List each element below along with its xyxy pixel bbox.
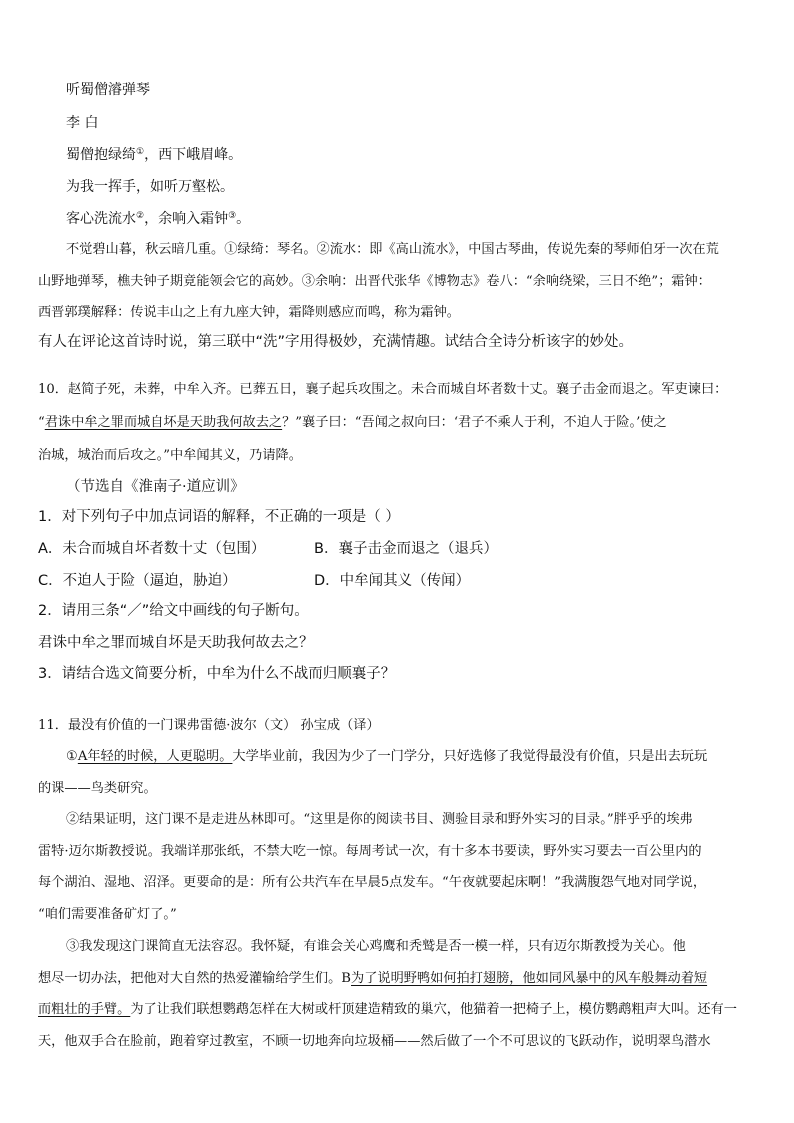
notes-line-3: 西晋郭璞解释：传说丰山之上有九座大钟，霜降则感应而鸣，称为霜钟。 [38,305,460,320]
q11-p2-line-1: ②结果证明，这门课不是走进丛林即可。“这里是你的阅读书目、测验目录和野外实习的目录。”胖乎乎的埃弗 [66,812,693,827]
q10-option-b: B．襄子击金而退之（退兵） [314,541,498,557]
q11-p1-line-1 [66,747,707,767]
poem-line-3-rest: ，余响入霜钟 [144,211,229,227]
poem-line-4-notes: 不觉碧山暮，秋云暗几重。①绿绮：琴名。②流水：即《高山流水》，中国古琴曲，传说先秦的琴师伯牙一次在荒 [66,242,719,257]
notes-line-2: 山野地弹琴，樵夫钟子期竟能领会它的高妙。③余响：出晋代张华《博物志》卷八：“余响绕梁，三日不绝”；霜钟： [38,274,711,289]
q11-p3-line-3 [38,1000,737,1020]
q10-sub1: 1．对下列句子中加点词语的解释，不正确的一项是（ ） [38,509,400,525]
note-marker-1: ① [136,147,145,157]
q11-p1-marker: ① [66,749,78,764]
q10-line-3: 治城，城治而后攻之。”中牟闻其义，乃请降。 [38,448,302,463]
q11-heading: 11．最没有价值的一门课弗雷德·波尔（文） 孙宝成（译） [38,718,380,733]
q10-line-2-rest: ？”襄子曰：“吾闻之叔向曰：‘君子不乘人于利，不迫人于险。’使之 [282,415,667,430]
q11-p1-line-2: 的课——鸟类研究。 [38,781,157,796]
poem-line-3-rest2: 。 [236,211,251,227]
q11-p2-line-3: 每个湖泊、湿地、沼泽。更要命的是：所有公共汽车在早晨5点发车。“午夜就要起床啊！”我满腹怨气地对同学说， [38,875,707,890]
q10-line-2 [38,413,667,433]
poem-line-1-text: 蜀僧抱绿绮 [66,147,136,163]
note-marker-2: ② [136,211,145,221]
poem-line-1-rest: ，西下峨眉峰。 [144,147,243,163]
q10-source: （节选自《淮南子·道应训》 [66,479,245,495]
q10-underlined-sentence: 君诛中牟之罪而城自坏是天助我何故去之 [44,415,283,430]
q10-sub2: 2．请用三条“／”给文中画线的句子断句。 [38,603,309,619]
poem-title: 听蜀僧濬弹琴 [66,82,150,98]
q11-p2-line-4: “咱们需要准备矿灯了。” [38,907,177,922]
q11-p2-line-2: 雷特·迈尔斯教授说。我端详那张纸，不禁大吃一惊。每周考试一次，有十多本书要读，野外实习要去一百公里内的 [38,844,702,859]
q11-p3-line-4: 天，他双手合在脸前，跑着穿过教室，不顾一切地奔向垃圾桶——然后做了一个不可思议的飞跃动作，说明翠鸟潜水 [38,1034,711,1049]
q10-quote-open: “ [38,415,45,430]
poem-question: 有人在评论这首诗时说，第三联中“洗”字用得极妙，充满情趣。试结合全诗分析该字的妙处。 [38,334,634,350]
q11-p3-line-2-pre: 想尽一切办法，把他对大自然的热爱灌输给学生们。B [38,971,352,986]
poem-author: 李 白 [66,115,99,131]
q10-option-c: C．不迫人于险（逼迫，胁迫） [38,573,237,589]
q10-option-a: A．未合而城自坏者数十丈（包围） [38,541,266,557]
poem-line-2: 为我一挥手，如听万壑松。 [66,179,234,195]
q11-p3-underlined-2: 而粗壮的手臂。 [38,1002,131,1017]
q10-sub2-sentence: 君诛中牟之罪而城自坏是天助我何故去之？ [38,635,314,651]
q10-sub3: 3．请结合选文简要分析，中牟为什么不战而归顺襄子？ [38,666,396,682]
poem-line-3 [66,209,250,229]
note-marker-3: ③ [228,211,237,221]
poem-line-3-text: 客心洗流水 [66,211,136,227]
q11-p3-line-1: ③我发现这门课简直无法容忍。我怀疑，有谁会关心鸡鹰和秃鹫是否一模一样，只有迈尔斯教授为关心。他 [66,939,686,954]
q11-p3-underlined-1: 为了说明野鸭如何拍打翅膀，他如同风暴中的风车般舞动着短 [351,971,708,986]
q11-p1-underlined: A年轻的时候，人更聪明。 [77,749,233,764]
q10-line-1: 10．赵简子死，未葬，中牟入齐。已葬五日，襄子起兵攻围之。未合而城自坏者数十丈。襄子击金而退之。军吏谏曰： [38,382,728,397]
q10-option-d: D．中牟闻其义（传闻） [314,573,471,589]
q11-p1-rest: 大学毕业前，我因为少了一门学分，只好选修了我觉得最没有价值，只是出去玩玩 [232,749,708,764]
q11-p3-line-3-rest: 为了让我们联想鹦鹉怎样在大树或杆顶建造精致的巢穴，他猫着一把椅子上，模仿鹦鹉粗声大叫。还有一 [130,1002,737,1017]
poem-line-1 [66,145,242,165]
q11-p3-line-2 [38,969,707,989]
